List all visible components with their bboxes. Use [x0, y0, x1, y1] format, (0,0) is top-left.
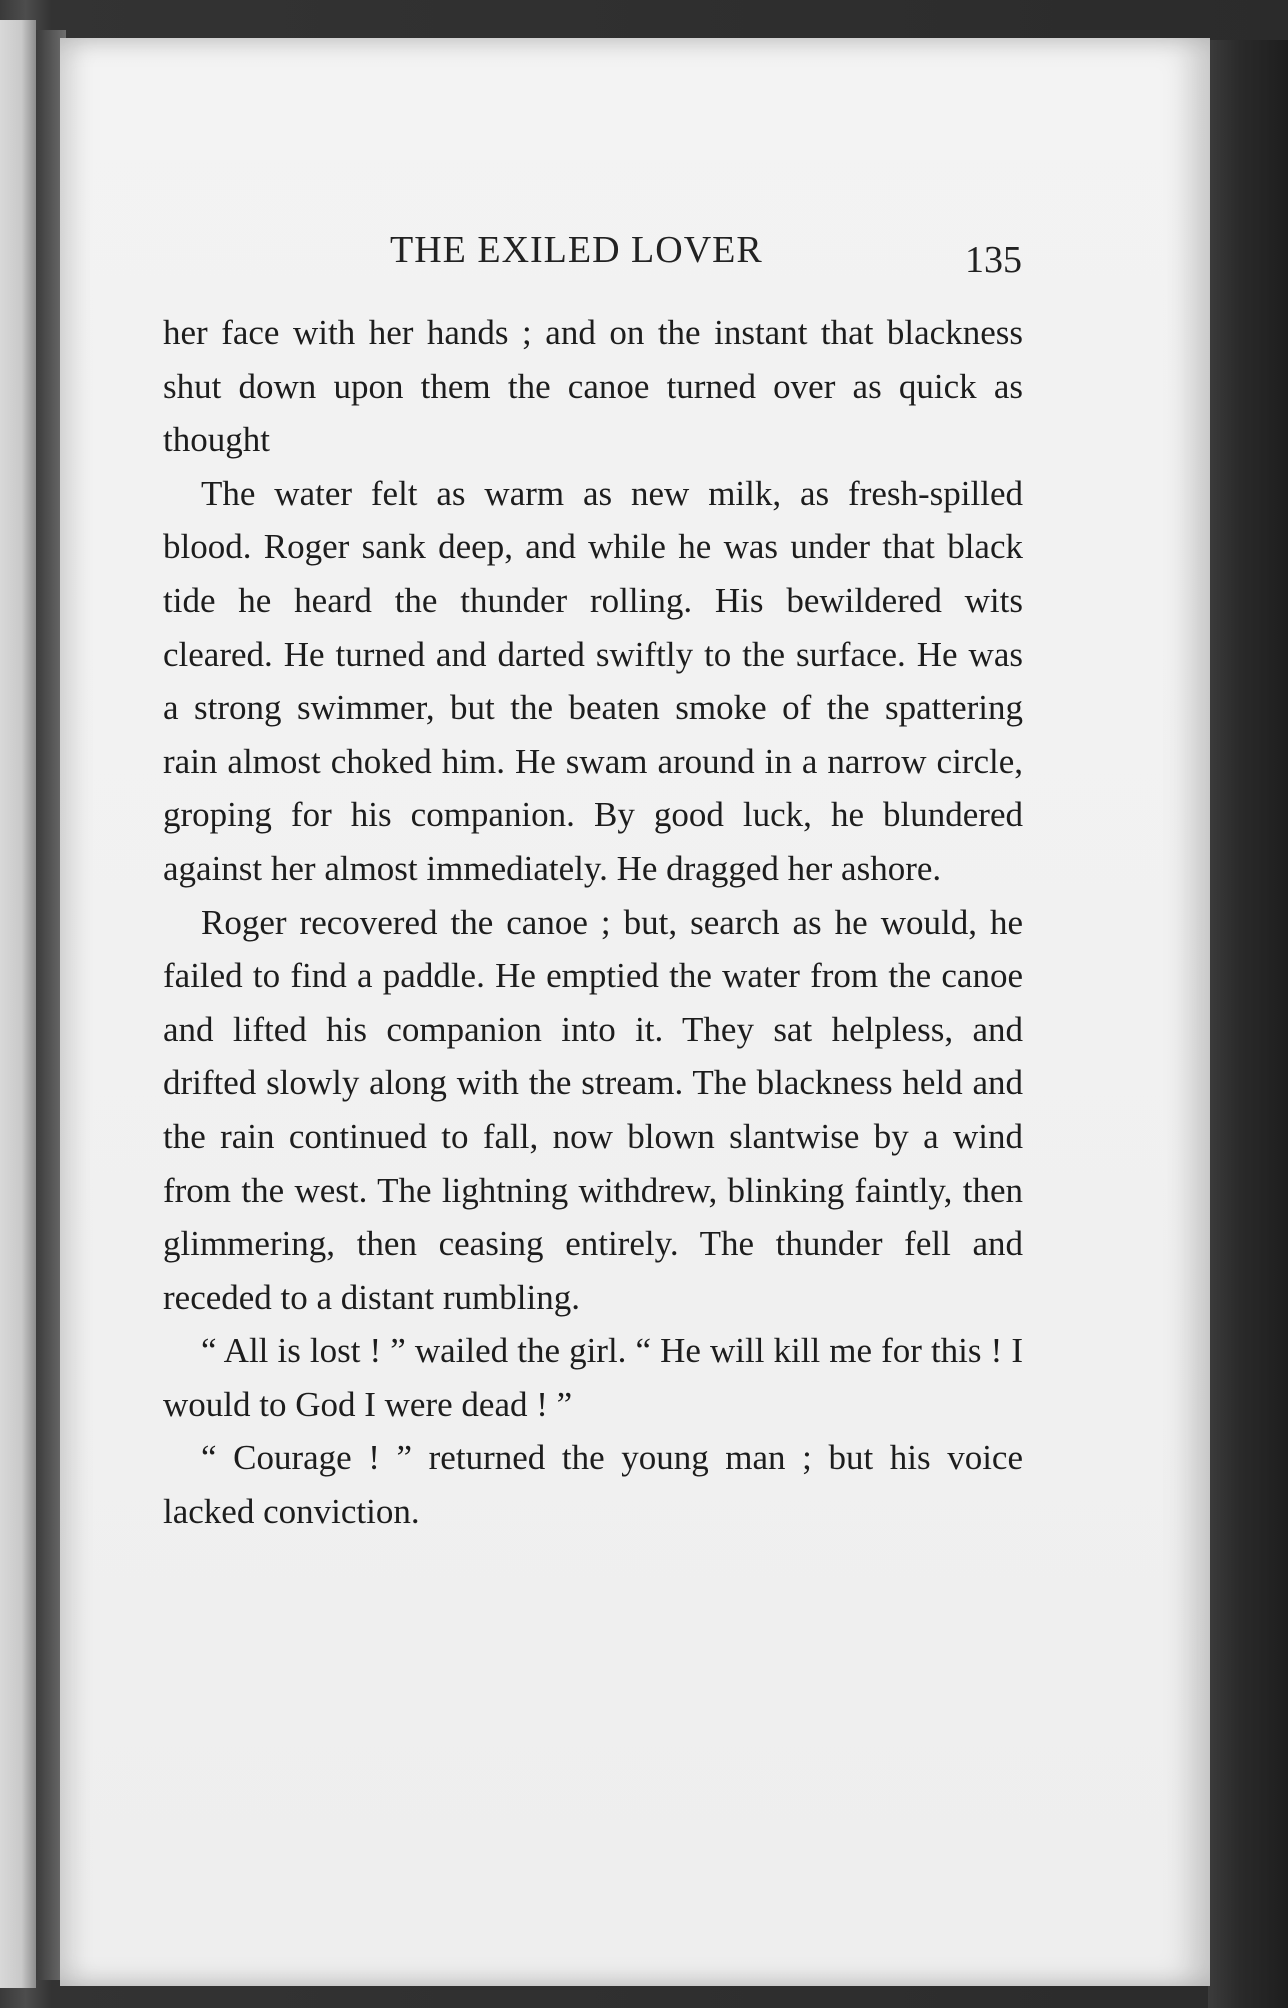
paragraph: “ Courage ! ” returned the young man ; but his voice lacked conviction. [163, 1438, 1023, 1532]
book-cover-edge [1208, 40, 1288, 2008]
page-header [60, 188, 1210, 281]
body-text [163, 306, 1023, 1539]
paragraph: The water felt as warm as new milk, as fresh-spilled blood. Roger sank deep, and while he was under that black tide he heard the thunder rolling. His bewildered wits cleared. He turned and darted swiftly to the surface. He was a strong swimmer, but the beaten smoke of the spattering rain almost choked him. He swam around in a narrow circle, groping for his companion. By good luck, he blundered against her almost immediately. He dragged her ashore. [163, 473, 1023, 888]
facing-page-edge [0, 20, 36, 1988]
paragraph-continued: her face with her hands ; and on the instant that blackness shut down upon them the canoe turned over as quick as thought [163, 313, 1023, 460]
running-title: THE EXILED LOVER [390, 229, 763, 271]
page-number: 135 [965, 239, 1022, 281]
paragraph: “ All is lost ! ” wailed the girl. “ He will kill me for this ! I would to God I were dead ! ” [163, 1331, 1023, 1424]
paragraph: Roger recovered the canoe ; but, search as he would, he failed to find a paddle. He emptied the water from the canoe and lifted his companion into it. They sat helpless, and drifted slowly along with the stream. The blackness held and the rain continued to fall, now blown slantwise by a wind from the west. The lightning withdrew, blinking faintly, then glimmering, then ceasing entirely. The thunder fell and receded to a distant rumbling. [163, 902, 1023, 1317]
book-page [60, 38, 1210, 1986]
